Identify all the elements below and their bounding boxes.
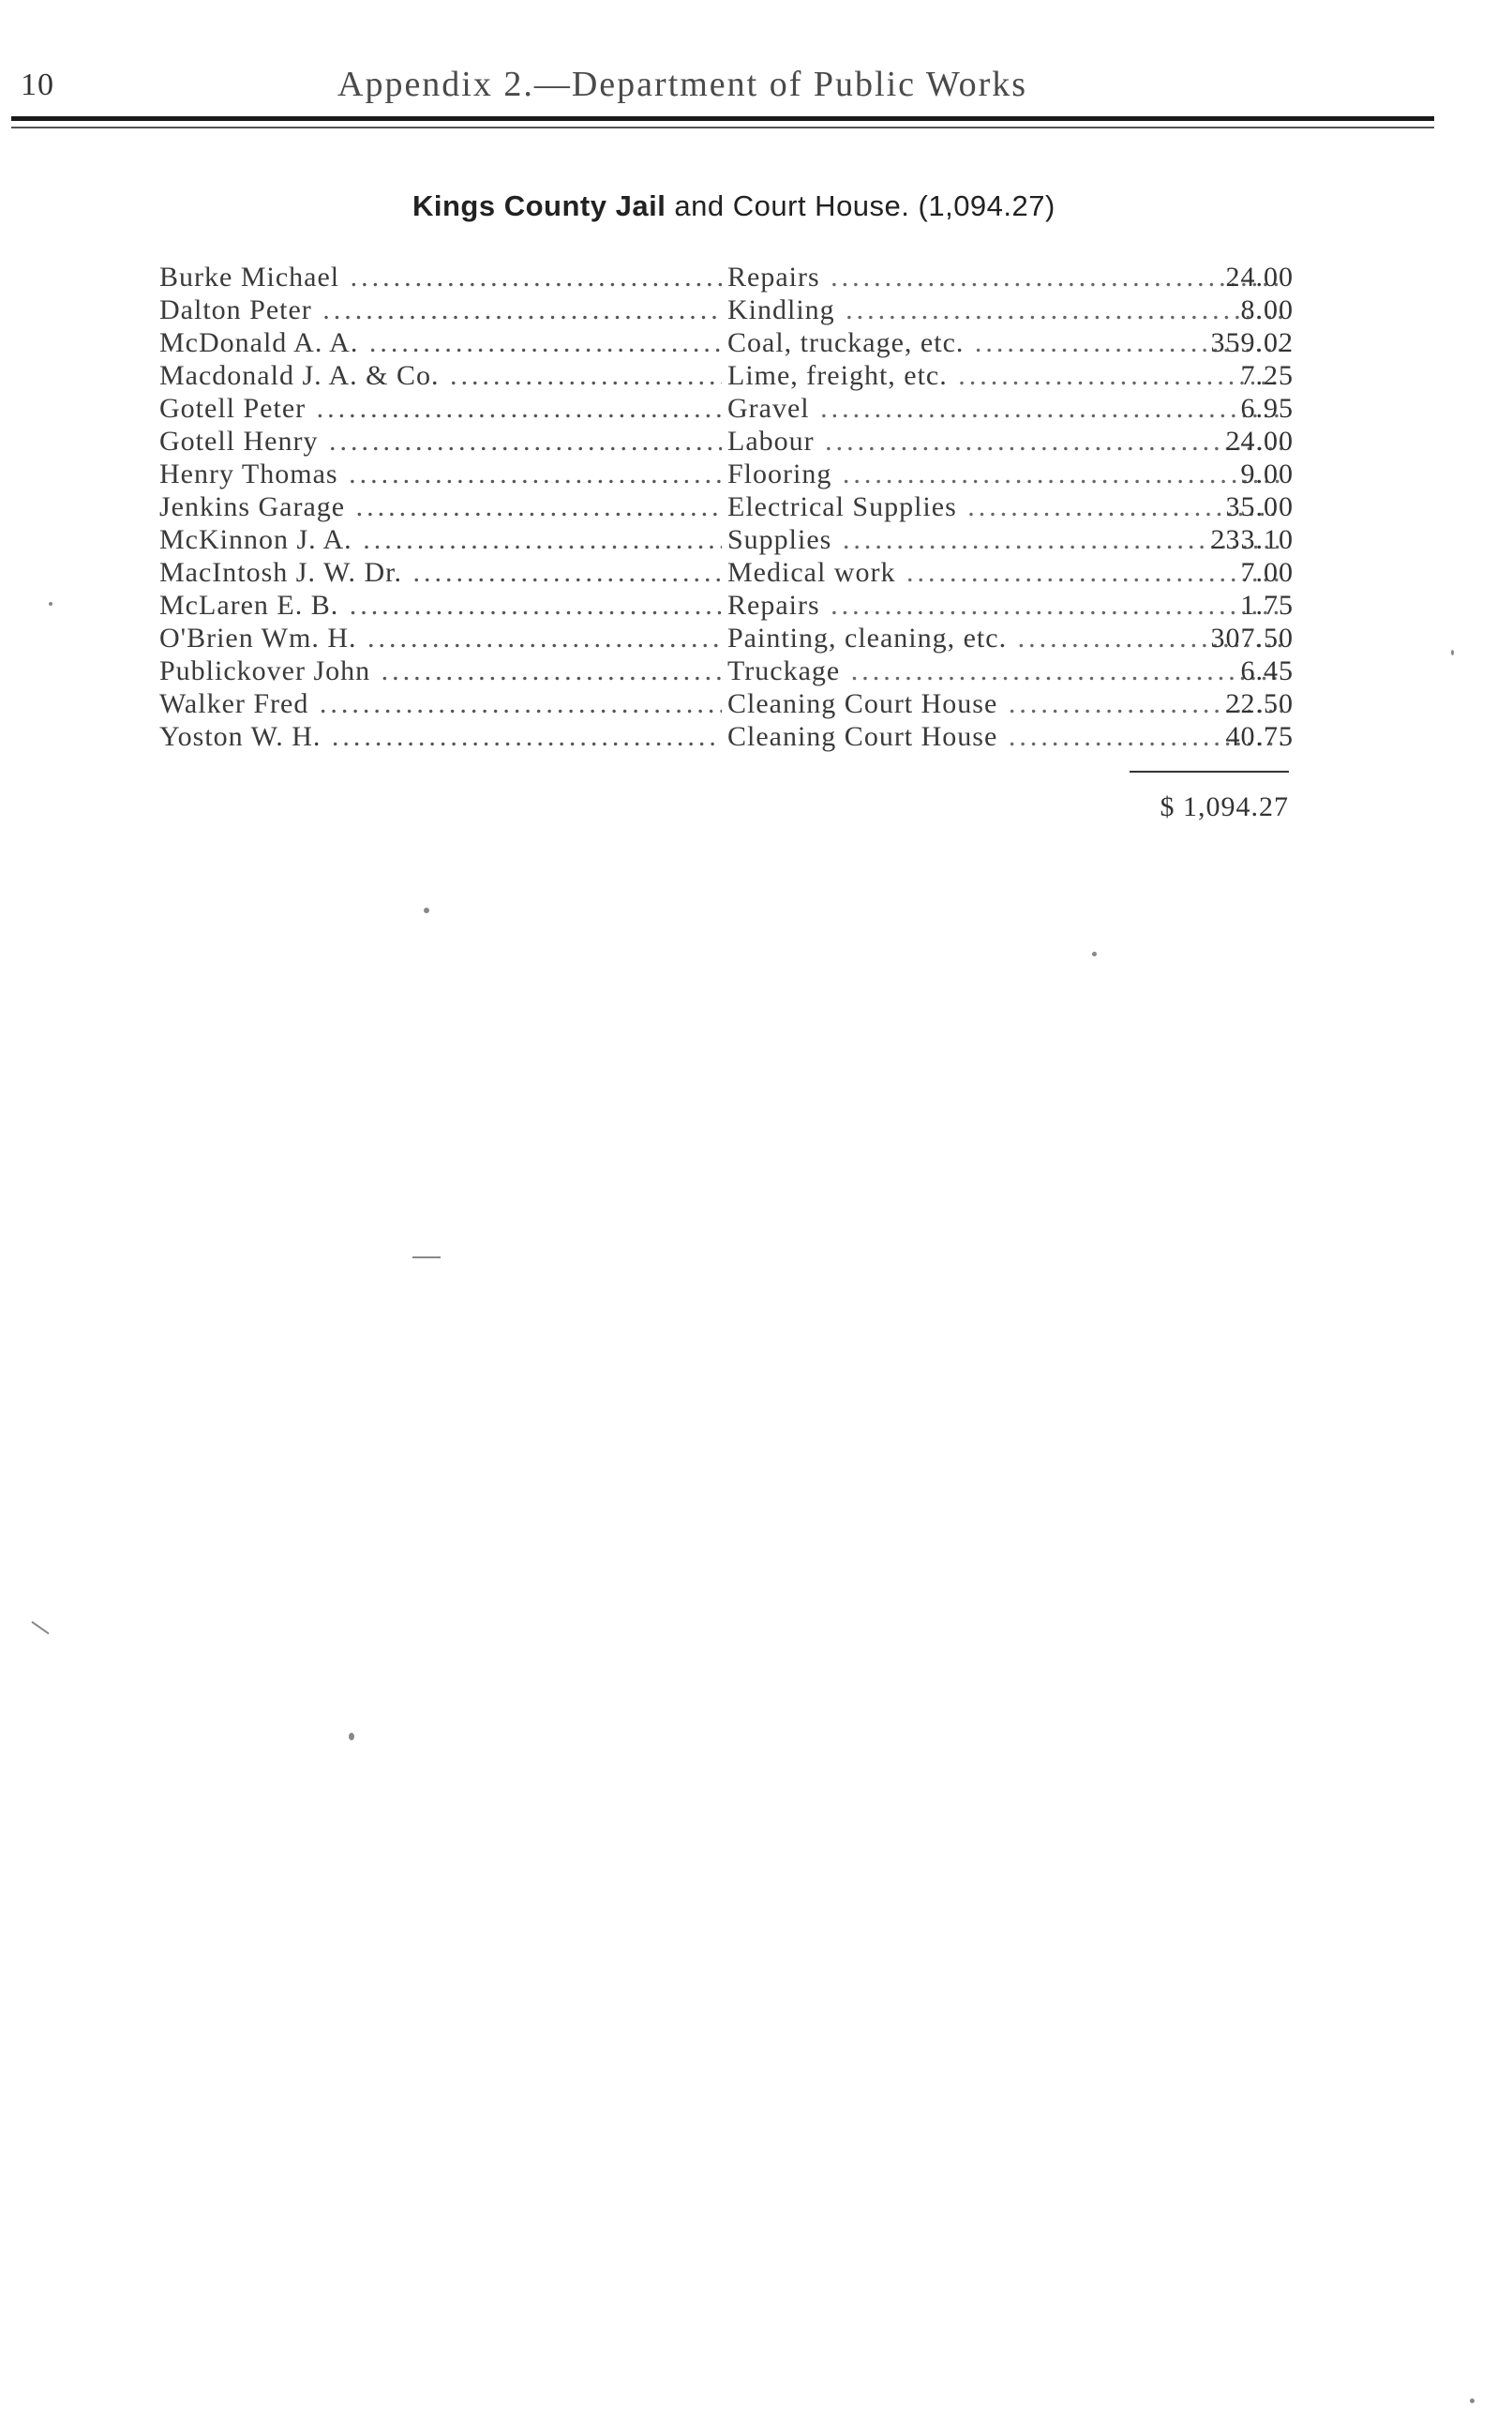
expense-item: Cleaning Court House ..... bbox=[727, 720, 1282, 753]
payee-name: McKinnon J. A. ..... bbox=[159, 523, 722, 556]
payee-name: MacIntosh J. W. Dr. ..... bbox=[159, 556, 722, 589]
payee-name: Henry Thomas ..... bbox=[159, 458, 722, 490]
payee-name: Yoston W. H. ..... bbox=[159, 720, 722, 753]
amount: 7.25 bbox=[1240, 360, 1294, 391]
ledger-row bbox=[159, 622, 1294, 654]
amount: 9.00 bbox=[1240, 459, 1294, 489]
amount: 359.02 bbox=[1210, 327, 1294, 358]
payee-name: Gotell Henry ..... bbox=[159, 425, 722, 458]
amount: 22.50 bbox=[1225, 688, 1294, 719]
scan-speck bbox=[1470, 2398, 1475, 2403]
amount: 8.00 bbox=[1240, 294, 1294, 325]
total-amount: $ 1,094.27 bbox=[1160, 791, 1289, 822]
running-head: Appendix 2.—Department of Public Works bbox=[337, 65, 1028, 104]
ledger-row bbox=[159, 687, 1294, 720]
payee-name: McDonald A. A. ..... bbox=[159, 326, 722, 359]
ledger-row bbox=[159, 654, 1294, 687]
amount: 6.45 bbox=[1240, 655, 1294, 686]
amount: 233.10 bbox=[1210, 524, 1294, 555]
page-number: 10 bbox=[21, 68, 54, 102]
ledger-row bbox=[159, 589, 1294, 622]
header-rule-thin bbox=[11, 127, 1434, 128]
scan-speck bbox=[349, 1733, 354, 1740]
scan-speck bbox=[31, 1621, 49, 1634]
expense-item: Labour ..... bbox=[727, 425, 1282, 458]
amount: 35.00 bbox=[1225, 491, 1294, 522]
expense-item: Electrical Supplies ..... bbox=[727, 490, 1282, 523]
amount: 6.95 bbox=[1240, 393, 1294, 424]
expense-item: Gravel ..... bbox=[727, 392, 1282, 425]
ledger-table bbox=[159, 261, 1294, 753]
scan-speck bbox=[49, 602, 52, 606]
ledger-row bbox=[159, 458, 1294, 490]
payee-name: O'Brien Wm. H. ..... bbox=[159, 622, 722, 654]
payee-name: Gotell Peter ..... bbox=[159, 392, 722, 425]
total-rule bbox=[1130, 771, 1289, 773]
section-title bbox=[412, 189, 1055, 223]
section-title-rest: and Court House. (1,094.27) bbox=[666, 189, 1055, 222]
ledger-row bbox=[159, 261, 1294, 293]
payee-name: McLaren E. B. ..... bbox=[159, 589, 722, 622]
ledger-row bbox=[159, 490, 1294, 523]
expense-item: Painting, cleaning, etc. ..... bbox=[727, 622, 1282, 654]
amount: 40.75 bbox=[1225, 721, 1294, 752]
amount: 1.75 bbox=[1240, 590, 1294, 621]
amount: 7.00 bbox=[1240, 557, 1294, 588]
expense-item: Supplies ..... bbox=[727, 523, 1282, 556]
scan-speck bbox=[1092, 952, 1097, 956]
ledger-row bbox=[159, 425, 1294, 458]
scan-speck bbox=[424, 908, 429, 913]
expense-item: Lime, freight, etc. ..... bbox=[727, 359, 1282, 392]
expense-item: Kindling ..... bbox=[727, 293, 1282, 326]
expense-item: Repairs ..... bbox=[727, 589, 1282, 622]
amount: 24.00 bbox=[1225, 426, 1294, 457]
amount: 24.00 bbox=[1225, 262, 1294, 293]
payee-name: Walker Fred ..... bbox=[159, 687, 722, 720]
payee-name: Jenkins Garage ..... bbox=[159, 490, 722, 523]
expense-item: Cleaning Court House ..... bbox=[727, 687, 1282, 720]
ledger-row bbox=[159, 556, 1294, 589]
ledger-row bbox=[159, 523, 1294, 556]
expense-item: Medical work ..... bbox=[727, 556, 1282, 589]
expense-item: Truckage ..... bbox=[727, 654, 1282, 687]
scan-speck bbox=[1451, 650, 1454, 655]
payee-name: Burke Michael ..... bbox=[159, 261, 722, 293]
scan-speck bbox=[412, 1256, 441, 1258]
ledger-row bbox=[159, 293, 1294, 326]
ledger-row bbox=[159, 720, 1294, 753]
payee-name: Macdonald J. A. & Co. ..... bbox=[159, 359, 722, 392]
expense-item: Coal, truckage, etc. ..... bbox=[727, 326, 1282, 359]
header-rule bbox=[11, 116, 1434, 121]
payee-name: Dalton Peter ..... bbox=[159, 293, 722, 326]
ledger-row bbox=[159, 326, 1294, 359]
payee-name: Publickover John ..... bbox=[159, 654, 722, 687]
expense-item: Repairs ..... bbox=[727, 261, 1282, 293]
amount: 307.50 bbox=[1210, 623, 1294, 654]
ledger-row bbox=[159, 392, 1294, 425]
section-title-main: Kings County Jail bbox=[412, 189, 666, 222]
ledger-row bbox=[159, 359, 1294, 392]
expense-item: Flooring ..... bbox=[727, 458, 1282, 490]
